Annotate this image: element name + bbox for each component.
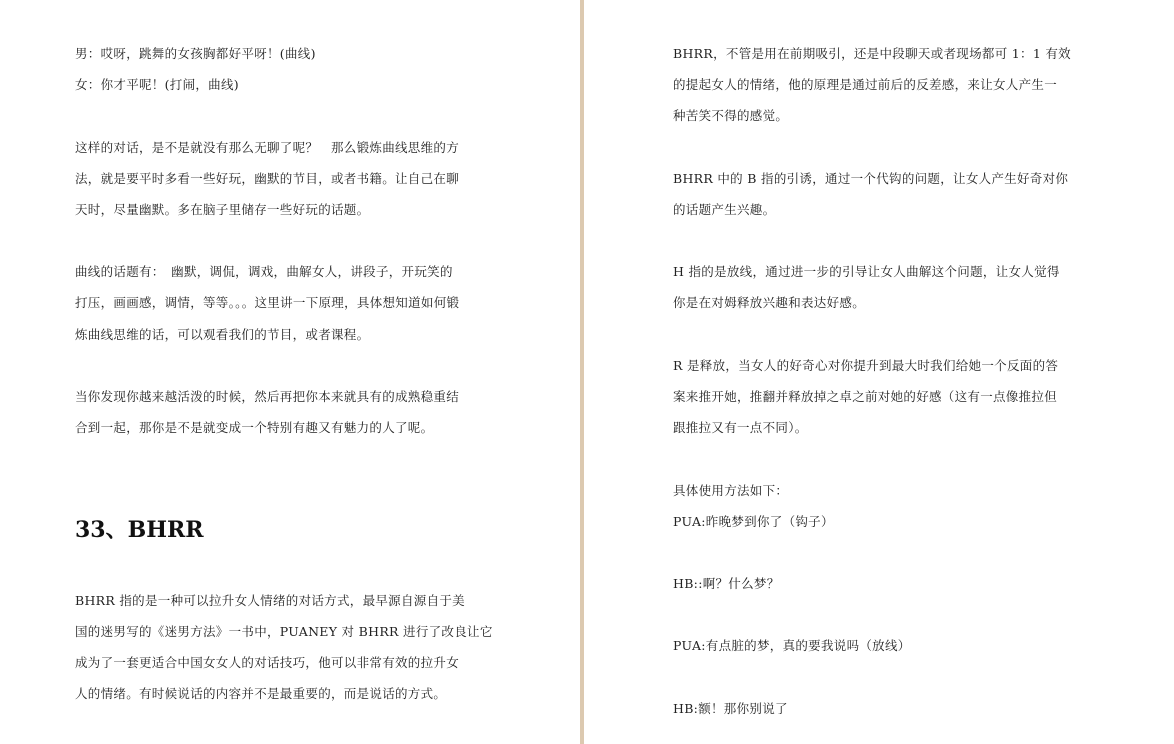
text-line: 成为了一套更适合中国女女人的对话技巧，他可以非常有效的拉升女 [75,655,460,670]
left-page [0,0,580,744]
text-line: 国的迷男写的《迷男方法》一书中，PUANEY 对 BHRR 进行了改良让它 [75,624,493,639]
text-line: 曲线的话题有： 幽默，调侃，调戏，曲解女人，讲段子，开玩笑的 [75,264,453,279]
text-line: 人的情绪。有时候说话的内容并不是最重要的，而是说话的方式。 [75,686,447,701]
text-line: 天时，尽量幽默。多在脑子里储存一些好玩的话题。 [75,202,370,217]
text-line: 男：哎呀，跳舞的女孩胸都好平呀！(曲线) [75,46,316,61]
text-line: 当你发现你越来越活泼的时候，然后再把你本来就具有的成熟稳重结 [75,389,460,404]
text-line: 你是在对姆释放兴趣和表达好感。 [673,295,866,310]
text-line: PUA:有点脏的梦，真的要我说吗（放线） [673,638,911,653]
text-line: 具体使用方法如下： [673,483,789,498]
text-line: 女：你才平呢！(打闹，曲线) [75,77,239,92]
text-line: BHRR 中的 B 指的引诱，通过一个代钩的问题，让女人产生好奇对你 [673,171,1069,186]
text-line: 这样的对话，是不是就没有那么无聊了呢？ 那么锻炼曲线思维的方 [75,140,460,155]
text-line: 案来推开她，推翻并释放掉之卓之前对她的好感（这有一点像推拉但 [673,389,1058,404]
text-line: HB:额！那你别说了 [673,701,788,716]
right-page [584,0,1174,744]
text-line: HB::啊？什么梦？ [673,576,780,591]
text-line: 打压，画画感，调情，等等。。。这里讲一下原理，具体想知道如何锻 [75,295,460,310]
text-line: 合到一起，那你是不是就变成一个特别有趣又有魅力的人了呢。 [75,420,434,435]
section-heading: 33、BHRR [75,517,204,543]
text-line: 炼曲线思维的话，可以观看我们的节目，或者课程。 [75,327,370,342]
text-line: 种苦笑不得的感觉。 [673,108,789,123]
text-line: BHRR 指的是一种可以拉升女人情绪的对话方式，最早源自源自于美 [75,593,465,608]
text-line: 跟推拉又有一点不同）。 [673,420,808,435]
text-line: BHRR，不管是用在前期吸引，还是中段聊天或者现场都可 1：1 有效 [673,46,1071,61]
text-line: H 指的是放线，通过进一步的引导让女人曲解这个问题，让女人觉得 [673,264,1060,279]
text-line: 的提起女人的情绪，他的原理是通过前后的反差感，来让女人产生一 [673,77,1058,92]
text-line: 法，就是要平时多看一些好玩，幽默的节目，或者书籍。让自己在聊 [75,171,460,186]
text-line: PUA:昨晚梦到你了（钩子） [673,514,834,529]
text-line: 的话题产生兴趣。 [673,202,776,217]
text-line: R 是释放，当女人的好奇心对你提升到最大时我们给她一个反面的答 [673,358,1059,373]
